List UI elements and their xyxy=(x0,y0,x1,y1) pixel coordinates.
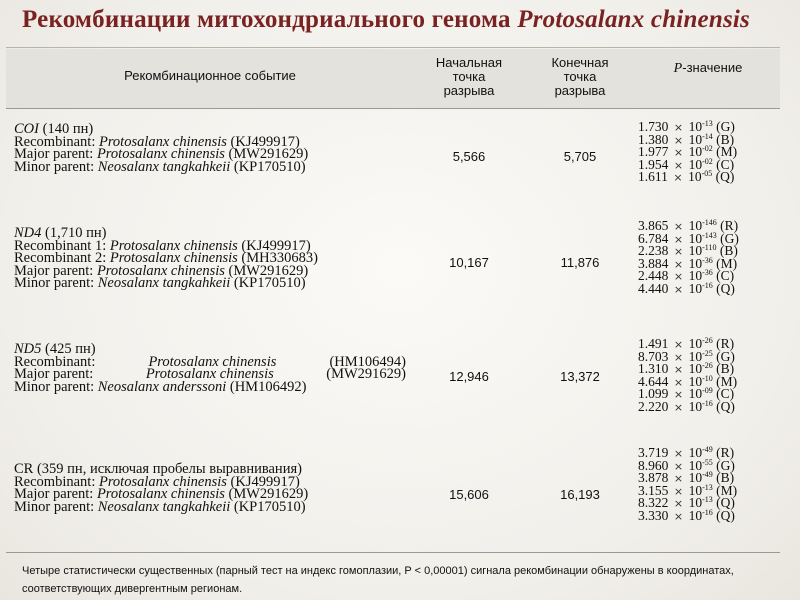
pvalue-method: (R) xyxy=(712,445,735,460)
end-breakpoint: 13,372 xyxy=(560,369,600,384)
pvalue-method: (M) xyxy=(712,255,738,271)
pvalue-mantissa: 2.220 xyxy=(638,398,669,414)
sequence-role: Major parent: xyxy=(14,146,97,163)
pvalue-method: (Q) xyxy=(712,398,735,414)
pvalue-method: (R) xyxy=(716,218,739,233)
times-symbol: × xyxy=(670,220,687,233)
pvalue-mantissa: 3.155 xyxy=(638,482,669,498)
pvalue-exponent: -10 xyxy=(702,373,713,383)
times-symbol: × xyxy=(670,363,687,377)
pvalue-exponent: -49 xyxy=(702,470,713,480)
pvalue-exponent: -16 xyxy=(702,280,713,290)
pvalue-base: 10 xyxy=(688,495,703,511)
pvalue-exponent: -05 xyxy=(701,169,713,179)
sequence-role: Recombinant 1: xyxy=(14,237,110,254)
times-symbol: × xyxy=(670,270,687,284)
pvalue-mantissa: 8.322 xyxy=(638,495,669,511)
pvalue-list xyxy=(638,338,778,414)
pvalue-exponent: -26 xyxy=(702,361,713,371)
header-p-rest: -значение xyxy=(682,60,743,75)
species-name: Neosalanx tangkahkeii xyxy=(97,498,231,515)
accession: (MW291629) xyxy=(224,262,309,279)
species-name: Protosalanx chinensis xyxy=(145,366,274,383)
accession: (HM106494) xyxy=(329,353,406,370)
pvalue-method: (C) xyxy=(712,386,735,402)
accession: (MW291629) xyxy=(224,486,309,503)
pvalue-exponent: -110 xyxy=(702,243,717,253)
accession: (KP170510) xyxy=(230,498,306,515)
pvalue-mantissa: 1.730 xyxy=(638,119,669,134)
accession: (MW291629) xyxy=(224,146,309,163)
header-start-line: разрыва xyxy=(443,83,495,98)
sequence-line xyxy=(14,277,406,290)
sequence-role: Major parent: xyxy=(14,366,94,383)
species-name: Protosalanx chinensis xyxy=(109,250,238,267)
pvalue-exponent: -13 xyxy=(702,495,713,505)
pvalue-mantissa: 3.330 xyxy=(638,507,669,523)
pvalue-method: (Q) xyxy=(712,169,735,185)
pvalue-method: (Q) xyxy=(712,507,735,523)
pvalue-mantissa: 3.719 xyxy=(638,445,669,460)
bottom-rule xyxy=(6,552,780,553)
pvalue-method: (G) xyxy=(712,348,735,364)
pvalue-mantissa: 1.491 xyxy=(638,336,669,351)
pvalue-method: (B) xyxy=(712,470,735,486)
pvalue-mantissa: 2.448 xyxy=(638,268,669,284)
pvalue-method: (Q) xyxy=(712,280,735,296)
pvalue-method: (G) xyxy=(716,230,739,246)
pvalue-item xyxy=(638,507,778,523)
pvalue-base: 10 xyxy=(688,119,703,134)
pvalue-base: 10 xyxy=(688,507,703,523)
species-name: Protosalanx chinensis xyxy=(98,473,227,490)
times-symbol: × xyxy=(670,484,687,498)
times-symbol: × xyxy=(670,400,687,414)
pvalue-mantissa: 1.310 xyxy=(638,361,669,377)
times-symbol: × xyxy=(670,459,687,473)
accession: (KJ499917) xyxy=(226,133,300,150)
sequence-role: Major parent: xyxy=(14,486,97,503)
header-end-line: точка xyxy=(563,69,597,84)
gene-name: ND5 xyxy=(14,341,42,357)
times-symbol: × xyxy=(670,350,687,364)
pvalue-mantissa: 3.884 xyxy=(638,255,669,271)
pvalue-base: 10 xyxy=(688,373,703,389)
event-description xyxy=(14,123,406,173)
pvalue-base: 10 xyxy=(688,243,703,259)
species-name: Protosalanx chinensis xyxy=(96,262,225,279)
pvalue-base: 10 xyxy=(688,336,703,351)
pvalue-method: (M) xyxy=(712,482,738,498)
species-name: Neosalanx tangkahkeii xyxy=(97,158,231,175)
gene-info: (1,710 пн) xyxy=(41,225,107,241)
pvalue-method: (C) xyxy=(712,268,735,284)
gene-name: ND4 xyxy=(14,225,42,241)
start-breakpoint: 15,606 xyxy=(449,487,489,502)
accession: (MH330683) xyxy=(237,250,318,267)
pvalue-exponent: -25 xyxy=(702,348,713,358)
pvalue-mantissa: 3.878 xyxy=(638,470,669,486)
start-breakpoint: 12,946 xyxy=(449,369,489,384)
pvalue-exponent: -16 xyxy=(702,398,713,408)
event-description xyxy=(14,227,406,290)
pvalue-base: 10 xyxy=(688,457,703,473)
times-symbol: × xyxy=(670,509,687,523)
header-start-line: Начальная xyxy=(435,55,503,70)
pvalue-method: (C) xyxy=(712,156,735,172)
footnote: Четыре статистически существенных (парный тест на индекс гомоплазии, P < 0,00001) сигнала рекомбинации обнаружены в координатах, соответствующих дивергентным регионам. xyxy=(22,565,734,595)
pvalue-exponent: -14 xyxy=(702,131,713,141)
accession: (MW291629) xyxy=(326,366,406,383)
species-name: Protosalanx chinensis xyxy=(96,146,225,163)
sequence-line xyxy=(14,378,406,395)
sequence-role: Recombinant 2: xyxy=(14,250,110,267)
sequence-role: Recombinant: xyxy=(14,473,99,490)
title-species: Protosalanx chinensis xyxy=(517,6,750,33)
species-name: Protosalanx chinensis xyxy=(109,237,238,254)
pvalue-mantissa: 4.644 xyxy=(638,373,669,389)
times-symbol: × xyxy=(670,133,687,147)
pvalue-method: (M) xyxy=(712,144,738,160)
sequence-role: Minor parent: xyxy=(14,158,98,175)
header-start-line: точка xyxy=(452,69,486,84)
end-breakpoint: 11,876 xyxy=(560,255,600,270)
pvalue-item xyxy=(638,280,778,296)
times-symbol: × xyxy=(670,338,687,351)
pvalue-list xyxy=(638,447,778,523)
gene-name: COI xyxy=(14,121,39,137)
pvalue-exponent: -16 xyxy=(702,507,713,517)
pvalue-exponent: -13 xyxy=(702,482,713,492)
pvalue-method: (B) xyxy=(716,243,738,259)
times-symbol: × xyxy=(670,245,687,259)
times-symbol: × xyxy=(669,171,687,185)
header-event: Рекомбинационное событие xyxy=(124,68,296,83)
accession: (KP170510) xyxy=(230,158,306,175)
times-symbol: × xyxy=(670,472,687,486)
times-symbol: × xyxy=(670,375,687,389)
sequence-role: Minor parent: xyxy=(14,378,98,395)
table-header xyxy=(6,49,780,109)
sequence-role: Recombinant: xyxy=(14,133,99,150)
pvalue-mantissa: 1.977 xyxy=(638,144,669,160)
pvalue-mantissa: 1.099 xyxy=(638,386,669,402)
pvalue-base: 10 xyxy=(688,398,703,414)
header-end-line: Конечная xyxy=(551,55,609,70)
times-symbol: × xyxy=(670,158,687,172)
pvalue-item xyxy=(638,398,778,414)
pvalue-exponent: -55 xyxy=(702,457,713,467)
event-description xyxy=(14,463,406,513)
gene-name: CR xyxy=(14,461,34,477)
end-breakpoint: 16,193 xyxy=(560,487,600,502)
pvalue-mantissa: 2.238 xyxy=(638,243,669,259)
times-symbol: × xyxy=(670,282,687,296)
sequence-role: Major parent: xyxy=(14,262,97,279)
header-end-line: разрыва xyxy=(554,83,606,98)
times-symbol: × xyxy=(670,232,687,246)
pvalue-exponent: -02 xyxy=(702,156,713,166)
event-description xyxy=(14,343,406,393)
times-symbol: × xyxy=(670,257,687,271)
pvalue-exponent: -02 xyxy=(702,144,713,154)
pvalue-base: 10 xyxy=(688,144,703,160)
pvalue-method: (G) xyxy=(712,457,735,473)
pvalue-base: 10 xyxy=(688,156,703,172)
pvalue-list xyxy=(638,220,778,296)
pvalue-base: 10 xyxy=(688,482,703,498)
sequence-line xyxy=(14,498,406,515)
gene-info: (425 пн) xyxy=(41,341,96,357)
times-symbol: × xyxy=(670,121,687,134)
pvalue-mantissa: 8.960 xyxy=(638,457,669,473)
pvalue-base: 10 xyxy=(688,280,703,296)
pvalue-exponent: -36 xyxy=(702,268,713,278)
sequence-line xyxy=(14,158,406,175)
pvalue-method: (M) xyxy=(712,373,738,389)
slide-title xyxy=(22,6,782,34)
gene-info: (359 пн, исключая пробелы выравнивания) xyxy=(33,461,302,477)
pvalue-base: 10 xyxy=(688,268,703,284)
pvalue-exponent: -26 xyxy=(702,336,713,345)
end-breakpoint: 5,705 xyxy=(563,149,597,164)
pvalue-base: 10 xyxy=(688,131,703,147)
pvalue-mantissa: 3.865 xyxy=(638,218,669,233)
pvalue-base: 10 xyxy=(688,386,703,402)
accession: (KP170510) xyxy=(230,275,306,292)
pvalue-mantissa: 1.954 xyxy=(638,156,669,172)
start-breakpoint: 10,167 xyxy=(449,255,489,270)
pvalue-exponent: -13 xyxy=(702,119,713,128)
pvalue-base: 10 xyxy=(688,218,703,233)
pvalue-base: 10 xyxy=(688,445,703,460)
gene-info: (140 пн) xyxy=(38,121,94,137)
pvalue-method: (B) xyxy=(712,131,735,147)
accession: (KJ499917) xyxy=(226,473,300,490)
pvalue-method: (R) xyxy=(712,336,735,351)
species-name: Neosalanx anderssoni xyxy=(97,378,227,395)
table-body xyxy=(6,109,780,552)
times-symbol: × xyxy=(670,497,687,511)
pvalue-base: 10 xyxy=(688,361,703,377)
pvalue-exponent: -146 xyxy=(702,218,717,227)
pvalue-item xyxy=(638,171,778,184)
pvalue-method: (G) xyxy=(712,119,735,134)
header-end xyxy=(524,56,636,98)
pvalue-base: 10 xyxy=(688,169,702,185)
times-symbol: × xyxy=(670,146,687,160)
pvalue-base: 10 xyxy=(688,348,703,364)
pvalue-mantissa: 6.784 xyxy=(638,230,669,246)
pvalue-mantissa: 1.380 xyxy=(638,131,669,147)
title-prefix: Рекомбинации митохондриального генома xyxy=(22,6,518,33)
pvalue-base: 10 xyxy=(688,230,703,246)
header-pvalue xyxy=(636,61,780,76)
sequence-role: Recombinant: xyxy=(14,353,96,370)
pvalue-method: (B) xyxy=(712,361,735,377)
pvalue-list xyxy=(638,121,778,184)
species-name: Protosalanx chinensis xyxy=(98,133,227,150)
accession: (KJ499917) xyxy=(237,237,311,254)
pvalue-base: 10 xyxy=(688,255,703,271)
pvalue-exponent: -49 xyxy=(702,445,713,454)
species-name: Protosalanx chinensis xyxy=(96,486,225,503)
species-name: Neosalanx tangkahkeii xyxy=(97,275,231,292)
header-p-italic: P xyxy=(673,61,683,76)
start-breakpoint: 5,566 xyxy=(452,149,486,164)
sequence-role: Minor parent: xyxy=(14,498,98,515)
header-start xyxy=(414,56,524,98)
pvalue-exponent: -36 xyxy=(702,255,713,265)
accession: (HM106492) xyxy=(226,378,307,395)
pvalue-mantissa: 4.440 xyxy=(638,280,669,296)
sequence-role: Minor parent: xyxy=(14,275,98,292)
pvalue-exponent: -143 xyxy=(702,230,717,240)
pvalue-mantissa: 8.703 xyxy=(638,348,669,364)
pvalue-mantissa: 1.611 xyxy=(638,169,668,185)
times-symbol: × xyxy=(670,447,687,460)
pvalue-base: 10 xyxy=(688,470,703,486)
pvalue-exponent: -09 xyxy=(702,386,713,396)
species-name: Protosalanx chinensis xyxy=(148,353,277,370)
top-rule xyxy=(6,47,780,48)
times-symbol: × xyxy=(670,388,687,402)
pvalue-method: (Q) xyxy=(712,495,735,511)
